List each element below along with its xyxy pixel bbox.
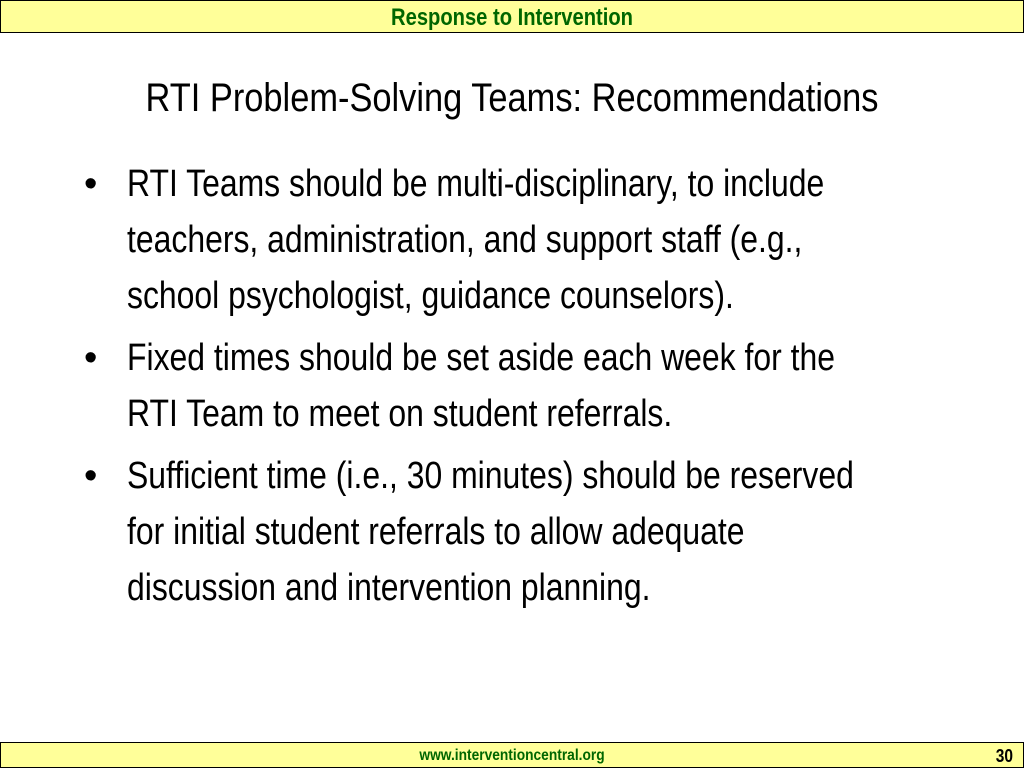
bullet-text: Sufficient time (i.e., 30 minutes) should be reserved for initial student referrals to allow adequate discussion and intervention planning.	[127, 455, 854, 609]
page-number: 30	[995, 746, 1013, 766]
bullet-text: RTI Teams should be multi-disciplinary, to include teachers, administration, and support staff (e.g., school psychologist, guidance counselors).	[127, 163, 825, 317]
bullet-text: Fixed times should be set aside each week for the RTI Team to meet on student referrals.	[127, 337, 835, 435]
footer-banner	[0, 742, 1024, 768]
footer-url-link[interactable]: www.interventioncentral.org	[419, 747, 605, 764]
bullet-item	[84, 156, 984, 324]
header-banner-text: Response to Intervention	[391, 4, 633, 31]
bullet-marker: •	[84, 455, 98, 497]
header-banner	[0, 0, 1024, 33]
bullet-marker: •	[84, 337, 98, 379]
bullet-item	[84, 448, 984, 616]
bullet-list	[84, 156, 984, 622]
bullet-item	[84, 330, 984, 442]
slide-title: RTI Problem-Solving Teams: Recommendations	[145, 76, 879, 120]
bullet-marker: •	[84, 163, 98, 205]
